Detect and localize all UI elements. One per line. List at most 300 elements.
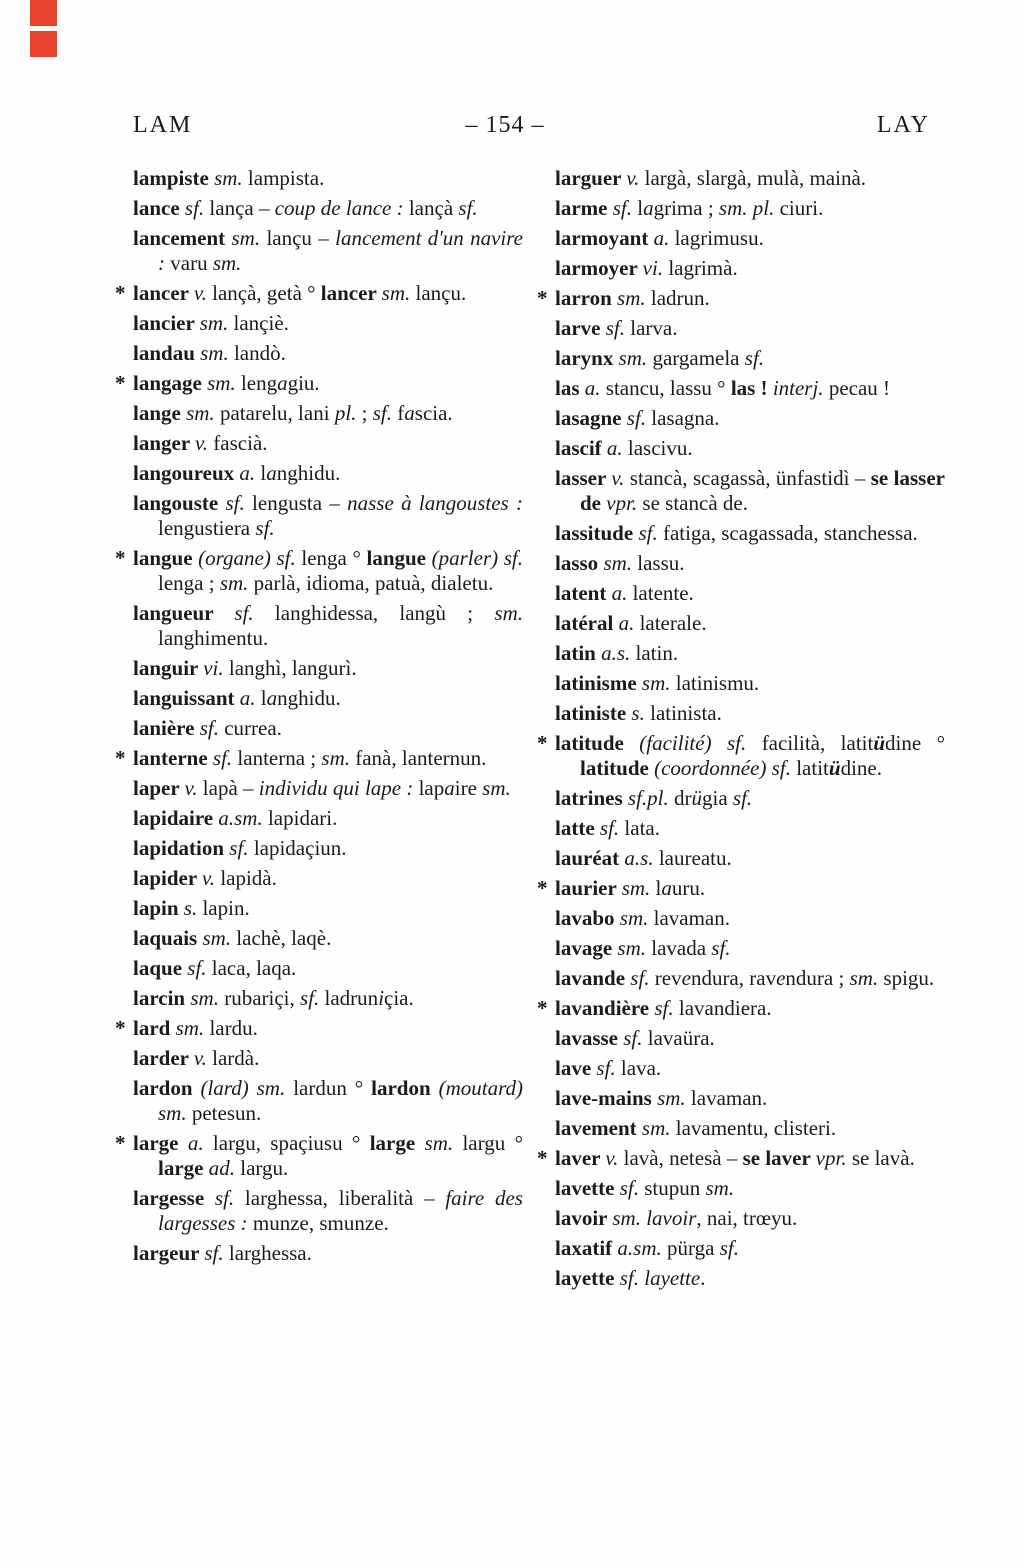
star-marker: *	[115, 1016, 126, 1040]
entry-segment: sf.	[630, 966, 650, 990]
entry-segment: lapidà.	[215, 866, 277, 890]
entry-segment: lançà, getà °	[206, 281, 321, 305]
entry-segment: lata.	[619, 816, 660, 840]
entry-segment: lasagna.	[646, 406, 720, 430]
entry-segment: sm.	[617, 286, 646, 310]
entry-segment: sm. pl.	[718, 196, 775, 220]
entry-segment: sf.	[605, 316, 625, 340]
dictionary-entry	[555, 406, 945, 431]
entry-segment: latinisme	[555, 671, 642, 695]
entry-segment: lapidari.	[262, 806, 338, 830]
dictionary-entry	[555, 581, 945, 606]
entry-segment: latitude	[555, 731, 640, 755]
dictionary-entry	[133, 896, 523, 921]
entry-segment: latiniste	[555, 701, 632, 725]
entry-segment: giu.	[287, 371, 320, 395]
entry-segment: lavoir	[646, 1206, 697, 1230]
entry-segment: sf.	[732, 786, 753, 810]
entry-segment: ladrun.	[645, 286, 710, 310]
entry-segment: ü	[691, 786, 702, 810]
entry-segment: sm.	[849, 966, 879, 990]
entry-segment: ü	[873, 731, 886, 755]
entry-segment: sf.	[225, 491, 245, 515]
guide-word-right: LAY	[876, 112, 930, 138]
dictionary-entry	[555, 1206, 945, 1231]
entry-segment: sm.	[705, 1176, 735, 1200]
entry-segment: sf.	[372, 401, 393, 425]
entry-segment: nghidu.	[276, 461, 341, 485]
entry-segment: lapidation	[133, 836, 230, 860]
dictionary-entry	[537, 1146, 945, 1171]
entry-segment: languissant	[133, 686, 240, 710]
entry-segment: latin	[555, 641, 602, 665]
entry-segment: langage	[133, 371, 208, 395]
star-marker: *	[537, 1146, 548, 1170]
entry-segment: lasagne	[555, 406, 627, 430]
dictionary-entry	[133, 956, 523, 981]
entry-segment: lancier	[133, 311, 200, 335]
entry-segment: sf.	[204, 1241, 224, 1265]
entry-segment: sm.	[186, 401, 215, 425]
entry-segment: lardon	[133, 1076, 201, 1100]
entry-segment: se lasser de	[580, 466, 945, 515]
entry-segment: larmoyant	[555, 226, 654, 250]
entry-segment: latente.	[627, 581, 694, 605]
entry-segment: lapider	[133, 866, 203, 890]
dictionary-entry	[555, 1236, 945, 1261]
entry-segment: faire des largesses :	[158, 1186, 523, 1235]
entry-segment: rubariçi,	[218, 986, 301, 1010]
dictionary-entry	[555, 1056, 945, 1081]
dictionary-entry	[555, 641, 945, 666]
entry-segment: landò.	[228, 341, 286, 365]
entry-segment: sf.	[596, 1056, 616, 1080]
entry-segment: fanà, lanternun.	[349, 746, 487, 770]
entry-segment: latit	[790, 756, 829, 780]
entry-segment: latitude	[580, 756, 655, 780]
entry-segment: i	[378, 986, 385, 1010]
entry-segment: sm.	[199, 311, 229, 335]
entry-segment: stupun	[638, 1176, 706, 1200]
entry-segment: a.	[653, 226, 670, 250]
entry-segment: interj.	[772, 376, 824, 400]
entry-segment: sm.	[424, 1131, 454, 1155]
entry-segment: a.	[239, 461, 256, 485]
entry-segment: lavage	[555, 936, 618, 960]
entry-segment: large	[133, 1131, 188, 1155]
dictionary-entry	[555, 846, 945, 871]
dictionary-entry	[133, 836, 523, 861]
entry-segment: varu	[165, 251, 213, 275]
entry-segment: lavaman.	[685, 1086, 768, 1110]
dictionary-entry	[133, 196, 523, 221]
entry-segment: lavà, netesà –	[618, 1146, 743, 1170]
entry-segment: layette	[555, 1266, 620, 1290]
text-columns	[115, 166, 945, 1296]
dictionary-entry	[133, 401, 523, 426]
dictionary-entry	[133, 926, 523, 951]
entry-segment: (moutard) sm.	[158, 1076, 523, 1125]
entry-segment: l	[255, 461, 267, 485]
entry-segment: langueur	[133, 601, 235, 625]
entry-segment: las	[555, 376, 585, 400]
entry-segment: lenga ;	[158, 571, 220, 595]
entry-segment: individu qui lape :	[258, 776, 414, 800]
entry-segment: lassitude	[555, 521, 639, 545]
entry-segment: (facilité) sf.	[639, 731, 747, 755]
entry-segment: e	[681, 966, 691, 990]
entry-segment: largu °	[453, 1131, 523, 1155]
entry-segment: lançiè.	[228, 311, 289, 335]
entry-segment: lavaman.	[648, 906, 730, 930]
entry-segment: patarelu, lani	[214, 401, 335, 425]
entry-segment: larmoyer	[555, 256, 643, 280]
dictionary-entry	[555, 701, 945, 726]
dictionary-entry	[133, 806, 523, 831]
entry-segment: lavandiera.	[673, 996, 772, 1020]
entry-segment: a	[266, 461, 277, 485]
star-marker: *	[537, 996, 548, 1020]
entry-segment: sm.	[618, 346, 648, 370]
entry-segment: sf.	[212, 746, 233, 770]
entry-segment: vi.	[642, 256, 664, 280]
entry-segment: lancement d'un navire :	[158, 226, 523, 275]
entry-segment: laca, laqa.	[206, 956, 297, 980]
entry-segment: .	[700, 1266, 706, 1290]
dictionary-entry	[555, 316, 945, 341]
entry-segment: lanterne	[133, 746, 213, 770]
entry-segment: pecau !	[823, 376, 891, 400]
entry-segment: lap	[413, 776, 445, 800]
entry-segment: sm.	[214, 166, 243, 190]
entry-segment: currea.	[218, 716, 282, 740]
entry-segment: sm.	[175, 1016, 205, 1040]
entry-segment: lavement	[555, 1116, 642, 1140]
dictionary-entry	[555, 466, 945, 516]
entry-segment: a	[661, 876, 672, 900]
entry-segment: a.	[606, 436, 623, 460]
entry-segment: latin.	[630, 641, 679, 665]
entry-segment: larva.	[625, 316, 678, 340]
running-header	[0, 112, 1024, 142]
dictionary-entry	[537, 996, 945, 1021]
entry-segment: lavette	[555, 1176, 620, 1200]
entry-segment: sm.	[657, 1086, 686, 1110]
entry-segment: v.	[193, 1046, 207, 1070]
entry-segment: lancer	[320, 281, 382, 305]
star-marker: *	[537, 876, 548, 900]
dictionary-entry	[133, 986, 523, 1011]
entry-segment: sf.	[619, 1176, 639, 1200]
star-marker: *	[537, 286, 548, 310]
dictionary-entry	[133, 341, 523, 366]
entry-segment: sf.	[744, 346, 765, 370]
dictionary-entry	[555, 936, 945, 961]
dictionary-entry	[133, 716, 523, 741]
entry-segment: scia.	[414, 401, 453, 425]
entry-segment: v.	[184, 776, 198, 800]
entry-segment: sf.	[214, 1186, 235, 1210]
entry-segment: fascià.	[208, 431, 268, 455]
entry-segment: lave-mains	[555, 1086, 658, 1110]
dictionary-entry	[555, 551, 945, 576]
entry-segment: lanière	[133, 716, 200, 740]
entry-segment: gargamela	[647, 346, 745, 370]
dictionary-entry	[555, 196, 945, 221]
entry-segment: lançà	[403, 196, 459, 220]
entry-segment: f	[392, 401, 405, 425]
entry-segment: sm.	[621, 876, 651, 900]
entry-segment: landau	[133, 341, 201, 365]
dictionary-entry	[133, 431, 523, 456]
dictionary-entry	[133, 656, 523, 681]
entry-segment: lasso	[555, 551, 604, 575]
entry-segment: laper	[133, 776, 185, 800]
entry-segment: l	[255, 686, 267, 710]
entry-segment: grima ;	[653, 196, 719, 220]
entry-segment: lapà –	[197, 776, 259, 800]
entry-segment: v.	[605, 1146, 619, 1170]
entry-segment: sf.	[599, 816, 620, 840]
entry-segment: a.sm.	[617, 1236, 662, 1260]
entry-segment: v.	[202, 866, 216, 890]
entry-segment: large	[158, 1156, 209, 1180]
entry-segment: coup de lance :	[274, 196, 404, 220]
left-column	[115, 166, 524, 1296]
entry-segment: lavaüra.	[642, 1026, 715, 1050]
entry-segment: v.	[195, 431, 209, 455]
dictionary-entry	[555, 1266, 945, 1291]
entry-segment: a	[643, 196, 654, 220]
entry-segment: lança –	[204, 196, 275, 220]
entry-segment: sf.	[654, 996, 674, 1020]
entry-segment: parlà, idioma, patuà, dialetu.	[248, 571, 494, 595]
entry-segment: çia.	[384, 986, 414, 1010]
entry-segment: sm.	[207, 371, 236, 395]
dictionary-entry	[555, 436, 945, 461]
entry-segment: sf.	[255, 516, 275, 540]
entry-segment: sf.	[612, 196, 632, 220]
red-corner-mark	[30, 31, 57, 57]
entry-segment: larguer	[555, 166, 627, 190]
entry-segment: lascif	[555, 436, 607, 460]
dictionary-entry	[537, 876, 945, 901]
entry-segment: a.s.	[624, 846, 654, 870]
entry-segment: latinista.	[644, 701, 722, 725]
dictionary-entry	[555, 1086, 945, 1111]
entry-segment: large	[369, 1131, 425, 1155]
entry-segment: l	[650, 876, 662, 900]
entry-segment: langouste	[133, 491, 226, 515]
entry-segment: larder	[133, 1046, 194, 1070]
entry-segment: uru.	[671, 876, 706, 900]
entry-segment: larcin	[133, 986, 191, 1010]
entry-segment: sf.	[719, 1236, 739, 1260]
entry-segment: lard	[133, 1016, 176, 1040]
entry-segment: sf.	[300, 986, 320, 1010]
entry-segment: leng	[235, 371, 278, 395]
entry-segment: langhì, langurì.	[223, 656, 357, 680]
entry-segment: lascivu.	[622, 436, 693, 460]
entry-segment: dine.	[840, 756, 882, 780]
entry-segment: lava.	[615, 1056, 662, 1080]
entry-segment: (parler) sf.	[431, 546, 523, 570]
entry-segment: laterale.	[634, 611, 707, 635]
entry-segment: lange	[133, 401, 187, 425]
entry-segment: pl.	[334, 401, 357, 425]
dictionary-entry	[133, 491, 523, 541]
entry-segment: fatiga, scagassada, stanchessa.	[657, 521, 918, 545]
entry-segment: sf.	[229, 836, 249, 860]
entry-segment: lance	[133, 196, 185, 220]
entry-segment: languir	[133, 656, 204, 680]
entry-segment: nghidu.	[277, 686, 341, 710]
entry-segment: sm.	[231, 226, 261, 250]
entry-segment: stancu, lassu °	[600, 376, 731, 400]
entry-segment: lachè, laqè.	[231, 926, 332, 950]
entry-segment: sf.pl.	[627, 786, 669, 810]
entry-segment: munze, smunze.	[247, 1211, 389, 1235]
entry-segment: lassu.	[632, 551, 685, 575]
entry-segment: ladrun	[319, 986, 379, 1010]
dictionary-entry	[133, 866, 523, 891]
dictionary-entry	[555, 226, 945, 251]
dictionary-entry	[133, 226, 523, 276]
entry-segment: sf.	[619, 1266, 639, 1290]
entry-segment: lavoir	[555, 1206, 613, 1230]
entry-segment: sm.	[641, 671, 671, 695]
entry-segment: largu, spaçiusu °	[203, 1131, 370, 1155]
entry-segment: , nai, trœyu.	[696, 1206, 798, 1230]
entry-segment: lapin	[133, 896, 184, 920]
entry-segment: sm.	[482, 776, 511, 800]
entry-segment: v.	[626, 166, 640, 190]
dictionary-entry	[133, 601, 523, 651]
entry-segment: dr	[668, 786, 692, 810]
entry-segment: sf.	[187, 956, 207, 980]
entry-segment: sm.	[619, 906, 649, 930]
dictionary-entry	[555, 816, 945, 841]
entry-segment: langhimentu.	[158, 626, 269, 650]
entry-segment: laureatu.	[653, 846, 732, 870]
entry-segment: ndura ;	[785, 966, 850, 990]
guide-word-left: LAM	[133, 112, 193, 138]
page-number: – 154 –	[465, 112, 545, 138]
entry-segment: ü	[828, 756, 841, 780]
star-marker: *	[115, 546, 126, 570]
dictionary-entry	[555, 376, 945, 401]
entry-segment: s.	[183, 896, 198, 920]
entry-segment: largeur	[133, 1241, 205, 1265]
entry-segment: larron	[555, 286, 618, 310]
entry-segment: largà, slargà, mulà, mainà.	[639, 166, 867, 190]
entry-segment: lauréat	[555, 846, 625, 870]
entry-segment: ciuri.	[774, 196, 824, 220]
dictionary-entry	[115, 546, 523, 596]
dictionary-entry	[115, 746, 523, 771]
entry-segment: lengustiera	[158, 516, 256, 540]
entry-segment: a.	[618, 611, 635, 635]
entry-segment: latent	[555, 581, 612, 605]
dictionary-entry	[133, 686, 523, 711]
red-corner-mark	[30, 0, 57, 26]
dictionary-entry	[555, 1026, 945, 1051]
entry-segment: lanterna ;	[232, 746, 322, 770]
dictionary-entry	[555, 906, 945, 931]
entry-segment: sf.	[623, 1026, 643, 1050]
entry-segment: (organe) sf.	[198, 546, 296, 570]
entry-segment: sm.	[603, 551, 633, 575]
star-marker: *	[115, 371, 126, 395]
dictionary-entry	[537, 731, 945, 781]
entry-segment: laxatif	[555, 1236, 618, 1260]
entry-segment: ad.	[208, 1156, 235, 1180]
entry-segment: petesun.	[186, 1101, 262, 1125]
dictionary-entry	[555, 256, 945, 281]
entry-segment: lenga °	[295, 546, 367, 570]
star-marker: *	[115, 746, 126, 770]
entry-segment: sm.	[494, 601, 523, 625]
entry-segment: a.	[239, 686, 256, 710]
entry-segment: a	[277, 371, 288, 395]
dictionary-entry	[115, 1016, 523, 1041]
entry-segment: sf.	[711, 936, 731, 960]
dictionary-entry	[115, 1131, 523, 1181]
entry-segment: sm.	[202, 926, 232, 950]
entry-segment: rev	[649, 966, 682, 990]
entry-segment: sm.	[219, 571, 249, 595]
entry-segment: sm.	[617, 936, 646, 960]
entry-segment: latte	[555, 816, 600, 840]
entry-segment: (lard) sm.	[200, 1076, 286, 1100]
entry-segment: nasse à langoustes :	[347, 491, 524, 515]
entry-segment: sm.	[612, 1206, 641, 1230]
entry-segment: sm.	[321, 746, 350, 770]
entry-segment: sm.	[641, 1116, 671, 1140]
entry-segment: lengusta –	[244, 491, 348, 515]
entry-segment: a	[404, 401, 415, 425]
entry-segment: ndura, rav	[690, 966, 777, 990]
entry-segment: l	[632, 196, 644, 220]
entry-segment: lavada	[646, 936, 712, 960]
entry-segment: laquais	[133, 926, 203, 950]
entry-segment: largu.	[234, 1156, 289, 1180]
entry-segment: langue	[133, 546, 199, 570]
entry-segment: las !	[730, 376, 773, 400]
entry-segment: s.	[631, 701, 645, 725]
entry-segment: se lavà.	[846, 1146, 915, 1170]
entry-segment: lapidaire	[133, 806, 219, 830]
entry-segment: a.s.	[601, 641, 631, 665]
entry-segment: sf.	[199, 716, 219, 740]
entry-segment: lasser	[555, 466, 612, 490]
dictionary-entry	[133, 1076, 523, 1126]
dictionary-entry	[133, 1046, 523, 1071]
entry-segment: lançu –	[260, 226, 336, 250]
dictionary-entry	[115, 371, 523, 396]
entry-segment: lavamentu, clisteri.	[670, 1116, 837, 1140]
entry-segment: gia	[702, 786, 733, 810]
entry-segment: lavande	[555, 966, 631, 990]
entry-segment: larghessa, liberalità –	[234, 1186, 446, 1210]
entry-segment: lardu.	[204, 1016, 258, 1040]
entry-segment: lampista.	[242, 166, 325, 190]
entry-segment: sm.	[200, 341, 229, 365]
entry-segment: latéral	[555, 611, 619, 635]
dictionary-entry	[555, 521, 945, 546]
entry-segment: dine °	[885, 731, 945, 755]
entry-segment: vpr.	[606, 491, 638, 515]
